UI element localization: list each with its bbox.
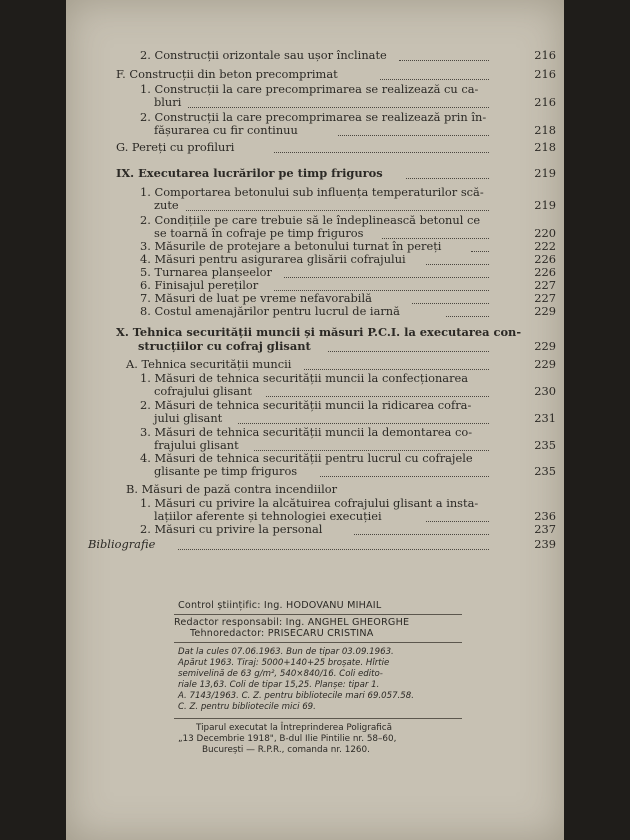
toc-leader — [426, 521, 489, 522]
print-details-line: semivelină de 63 g/m², 540×840/16. Coli edito- — [178, 669, 383, 679]
toc-leader — [380, 79, 489, 80]
print-details-line: Dat la cules 07.06.1963. Bun de tipar 03.09.1963. — [178, 647, 394, 657]
toc-page-number: 219 — [534, 166, 556, 180]
toc-entry: 1. Măsuri cu privire la alcătuirea cofrajului glisant a insta- — [140, 496, 479, 510]
toc-entry: 2. Condițiile pe care trebuie să le îndeplinească betonul ce — [140, 213, 481, 227]
toc-leader — [399, 60, 489, 61]
toc-page-number: 235 — [534, 464, 556, 478]
toc-page-number: 216 — [534, 67, 556, 81]
toc-entry: 4. Măsuri pentru asigurarea glisării cofrajului — [140, 252, 406, 266]
toc-entry: frajului glisant — [154, 438, 239, 452]
toc-bibliography: Bibliografie — [88, 537, 156, 551]
toc-page-number: 227 — [534, 291, 556, 305]
print-details-line: riale 13,63. Coli de tipar 15,25. Planșe: tipar 1. — [178, 680, 380, 690]
divider — [174, 642, 462, 643]
print-details-line: A. 7143/1963. C. Z. pentru bibliotecile mari 69.057.58. — [178, 691, 414, 701]
print-details-line: C. Z. pentru bibliotecile mici 69. — [178, 702, 316, 712]
printer-line: Tiparul executat la Întreprinderea Poligrafică — [196, 723, 393, 733]
toc-page-number: 229 — [534, 339, 556, 353]
toc-leader — [238, 423, 489, 424]
toc-leader — [284, 277, 489, 278]
toc-chapter-title: IX. Executarea lucrărilor pe timp friguros — [116, 166, 383, 180]
toc-entry: 1. Măsuri de tehnica securității muncii la confecționarea — [140, 371, 469, 385]
toc-page-number: 236 — [534, 509, 556, 523]
toc-entry: 8. Costul amenajărilor pentru lucrul de iarnă — [140, 304, 400, 318]
toc-entry: 6. Finisajul pereților — [140, 278, 259, 292]
toc-entry: A. Tehnica securității muncii — [126, 357, 292, 371]
toc-leader — [446, 316, 489, 317]
toc-entry: 2. Construcții orizontale sau ușor înclinate — [140, 48, 387, 62]
toc-entry: G. Pereți cu profiluri — [116, 140, 235, 154]
toc-entry: lațiilor aferente și tehnologiei execuției — [154, 509, 382, 523]
toc-leader — [338, 135, 489, 136]
toc-entry: bluri — [154, 95, 182, 109]
toc-page-number: 237 — [534, 522, 556, 536]
toc-page-number: 220 — [534, 226, 556, 240]
toc-leader — [412, 303, 489, 304]
responsible-editor: Redactor responsabil: Ing. ANGHEL GHEORGHE — [174, 617, 410, 628]
toc-page-number: 216 — [534, 95, 556, 109]
toc-leader — [266, 396, 489, 397]
printer-line: București — R.P.R., comanda nr. 1260. — [202, 745, 370, 755]
toc-page-number: 218 — [534, 123, 556, 137]
toc-entry: se toarnă în cofraje pe timp friguros — [154, 226, 364, 240]
toc-page-number: 239 — [534, 537, 556, 551]
technical-editor: Tehnoredactor: PRISECARU CRISTINA — [190, 628, 374, 639]
toc-entry: zute — [154, 198, 179, 212]
toc-leader — [188, 107, 489, 108]
toc-entry: 7. Măsuri de luat pe vreme nefavorabilă — [140, 291, 372, 305]
toc-page-number: 231 — [534, 411, 556, 425]
toc-entry: glisante pe timp friguros — [154, 464, 298, 478]
toc-chapter-title: X. Tehnica securității muncii și măsuri P.C.I. la executarea con- — [116, 325, 522, 339]
scientific-control: Control științific: Ing. HODOVANU MIHAIL — [178, 600, 382, 611]
toc-entry: 1. Construcții la care precomprimarea se realizează cu ca- — [140, 82, 479, 96]
toc-entry: 2. Măsuri de tehnica securității muncii la ridicarea cofra- — [140, 398, 472, 412]
toc-page-number: 222 — [534, 239, 556, 253]
toc-entry: 5. Turnarea planșeelor — [140, 265, 272, 279]
toc-chapter-title: strucțiilor cu cofraj glisant — [138, 339, 311, 353]
toc-page-number: 230 — [534, 384, 556, 398]
toc-leader — [274, 152, 489, 153]
toc-entry: 3. Măsurile de protejare a betonului turnat în pereți — [140, 239, 442, 253]
toc-entry: fășurarea cu fir continuu — [154, 123, 298, 137]
toc-page-number: 219 — [534, 198, 556, 212]
toc-leader — [471, 251, 489, 252]
toc-page-number: 216 — [534, 48, 556, 62]
toc-entry: B. Măsuri de pază contra incendiilor — [126, 482, 338, 496]
colophon — [66, 590, 564, 770]
toc-page-number: 218 — [534, 140, 556, 154]
divider — [174, 614, 462, 615]
toc-entry: 2. Construcții la care precomprimarea se realizează prin în- — [140, 110, 487, 124]
toc-entry: cofrajului glisant — [154, 384, 252, 398]
toc-page-number: 226 — [534, 252, 556, 266]
toc-page-number: 235 — [534, 438, 556, 452]
toc-leader — [328, 351, 489, 352]
toc-page-number: 226 — [534, 265, 556, 279]
toc-page-number: 229 — [534, 357, 556, 371]
toc-leader — [426, 264, 489, 265]
toc-entry: 1. Comportarea betonului sub influența temperaturilor scă- — [140, 185, 484, 199]
table-of-contents — [66, 0, 564, 560]
toc-entry: 2. Măsuri cu privire la personal — [140, 522, 323, 536]
toc-leader — [354, 534, 489, 535]
toc-leader — [320, 476, 489, 477]
toc-leader — [178, 549, 489, 550]
toc-leader — [406, 178, 489, 179]
printer-line: „13 Decembrie 1918", B-dul Ilie Pintilie nr. 58–60, — [178, 734, 397, 744]
toc-entry: 3. Măsuri de tehnica securității muncii la demontarea co- — [140, 425, 473, 439]
toc-leader — [304, 369, 489, 370]
toc-entry: F. Construcții din beton precomprimat — [116, 67, 338, 81]
toc-entry: jului glisant — [154, 411, 223, 425]
toc-page-number: 229 — [534, 304, 556, 318]
toc-leader — [186, 210, 489, 211]
print-details-line: Apărut 1963. Tiraj: 5000+140+25 broșate. Hîrtie — [178, 658, 390, 668]
divider — [174, 718, 462, 719]
toc-entry: 4. Măsuri de tehnica securității pentru lucrul cu cofrajele — [140, 451, 473, 465]
book-page — [66, 0, 564, 840]
toc-page-number: 227 — [534, 278, 556, 292]
